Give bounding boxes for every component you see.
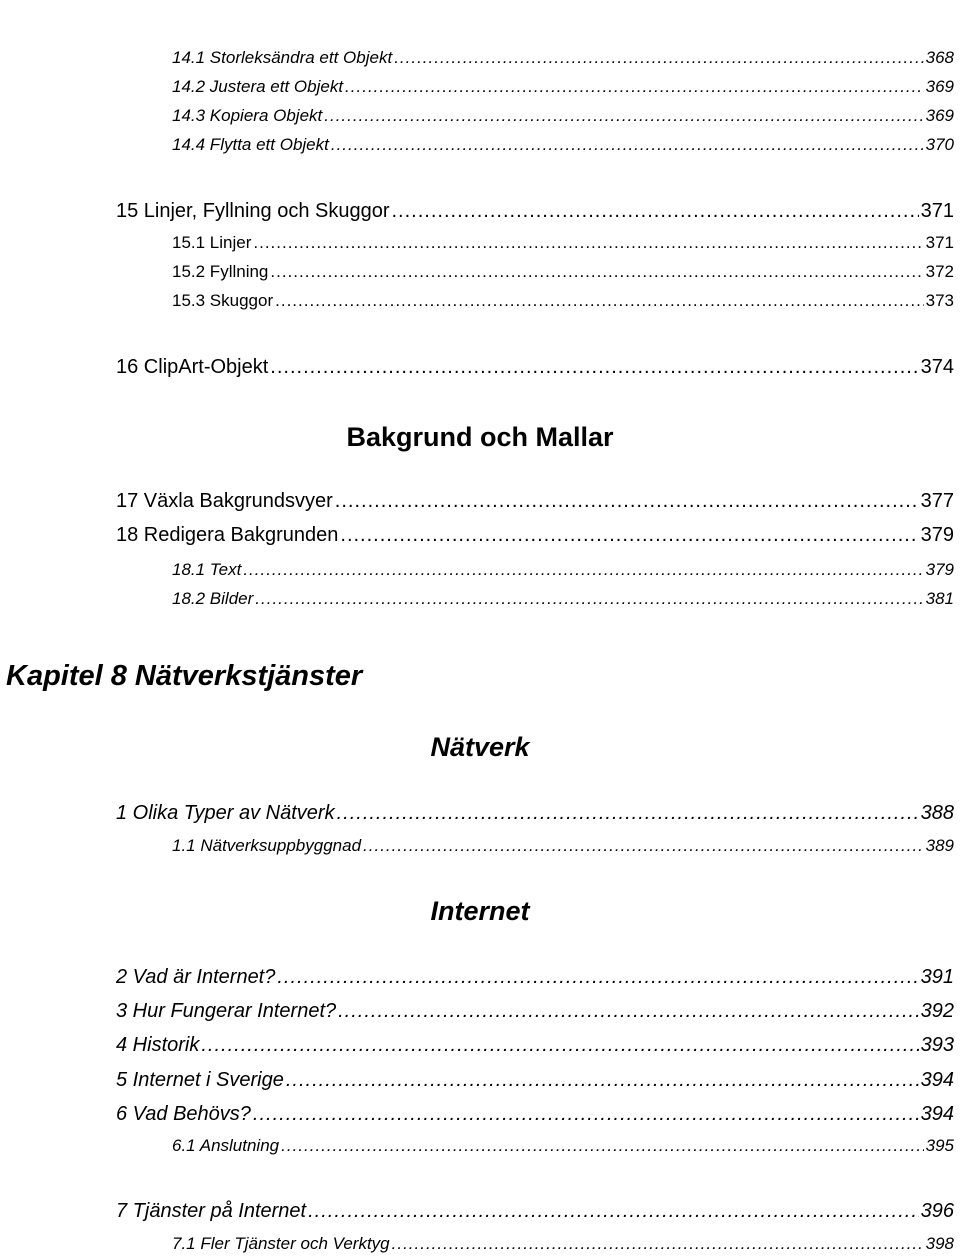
toc-entry-page: 395 bbox=[925, 1136, 954, 1155]
toc-leader bbox=[308, 1200, 919, 1223]
toc-entry[interactable] bbox=[116, 356, 954, 379]
toc-leader bbox=[281, 1136, 924, 1156]
toc-leader bbox=[392, 1234, 924, 1254]
toc-leader bbox=[392, 200, 919, 223]
toc-leader bbox=[337, 802, 919, 825]
toc-entry-page: 388 bbox=[920, 802, 954, 824]
toc-entry-title: 16 ClipArt-Objekt bbox=[116, 356, 269, 378]
toc-leader bbox=[243, 560, 923, 580]
toc-entry-page: 394 bbox=[920, 1103, 954, 1125]
toc-leader bbox=[338, 1000, 919, 1023]
toc-entry-title: 7 Tjänster på Internet bbox=[116, 1200, 307, 1222]
toc-entry[interactable] bbox=[116, 490, 954, 513]
toc-leader bbox=[277, 966, 918, 989]
toc-entry-title: 4 Historik bbox=[116, 1034, 200, 1056]
toc-entry-title: 15.3 Skuggor bbox=[172, 291, 274, 310]
toc-entry-page: 394 bbox=[920, 1069, 954, 1091]
section-heading: Nätverk bbox=[430, 732, 530, 762]
toc-entry-page: 381 bbox=[925, 589, 954, 608]
toc-entry-title: 2 Vad är Internet? bbox=[116, 966, 276, 988]
toc-entry[interactable] bbox=[172, 1136, 954, 1156]
toc-leader bbox=[394, 48, 923, 68]
toc-entry-page: 379 bbox=[920, 524, 954, 546]
toc-entry-page: 371 bbox=[925, 233, 954, 252]
toc-entry-page: 393 bbox=[920, 1034, 954, 1056]
toc-entry-title: 15 Linjer, Fyllning och Skuggor bbox=[116, 200, 390, 222]
toc-entry[interactable] bbox=[116, 200, 954, 223]
toc-leader bbox=[270, 262, 923, 282]
toc-leader bbox=[253, 233, 923, 253]
chapter-heading: Kapitel 8 Nätverkstjänster bbox=[6, 660, 363, 692]
toc-entry-title: 14.4 Flytta ett Objekt bbox=[172, 135, 329, 154]
toc-leader bbox=[363, 836, 924, 856]
toc-entry[interactable] bbox=[116, 1200, 954, 1223]
toc-entry[interactable] bbox=[172, 589, 954, 609]
toc-entry[interactable] bbox=[172, 135, 954, 155]
toc-entry-title: 18.2 Bilder bbox=[172, 589, 254, 608]
toc-entry-title: 1 Olika Typer av Nätverk bbox=[116, 802, 335, 824]
toc-entry-page: 372 bbox=[925, 262, 954, 281]
toc-entry[interactable] bbox=[172, 1234, 954, 1254]
toc-entry-title: 6.1 Anslutning bbox=[172, 1136, 280, 1155]
toc-entry[interactable] bbox=[116, 1000, 954, 1023]
toc-entry[interactable] bbox=[172, 106, 954, 126]
toc-leader bbox=[253, 1103, 919, 1126]
toc-entry[interactable] bbox=[116, 1069, 954, 1092]
toc-leader bbox=[335, 490, 919, 513]
toc-entry-title: 15.1 Linjer bbox=[172, 233, 252, 252]
toc-leader bbox=[345, 77, 924, 97]
toc-entry[interactable] bbox=[116, 966, 954, 989]
toc-entry-title: 14.1 Storleksändra ett Objekt bbox=[172, 48, 393, 67]
toc-entry[interactable] bbox=[172, 291, 954, 311]
toc-leader bbox=[255, 589, 923, 609]
toc-entry-title: 18 Redigera Bakgrunden bbox=[116, 524, 339, 546]
toc-entry-title: 14.2 Justera ett Objekt bbox=[172, 77, 344, 96]
toc-entry[interactable] bbox=[116, 524, 954, 547]
toc-leader bbox=[275, 291, 923, 311]
toc-entry-title: 17 Växla Bakgrundsvyer bbox=[116, 490, 333, 512]
toc-entry-title: 7.1 Fler Tjänster och Verktyg bbox=[172, 1234, 390, 1253]
toc-leader bbox=[324, 106, 923, 126]
toc-entry-page: 391 bbox=[920, 966, 954, 988]
toc-entry-page: 396 bbox=[920, 1200, 954, 1222]
toc-entry[interactable] bbox=[172, 262, 954, 282]
toc-leader bbox=[331, 135, 924, 155]
toc-entry-page: 377 bbox=[920, 490, 954, 512]
toc-entry-title: 3 Hur Fungerar Internet? bbox=[116, 1000, 337, 1022]
toc-entry-page: 368 bbox=[925, 48, 954, 67]
toc-entry[interactable] bbox=[172, 560, 954, 580]
toc-entry-page: 389 bbox=[925, 836, 954, 855]
section-heading: Internet bbox=[430, 896, 530, 926]
toc-entry-title: 1.1 Nätverksuppbyggnad bbox=[172, 836, 362, 855]
toc-entry-title: 15.2 Fyllning bbox=[172, 262, 269, 281]
toc-entry[interactable] bbox=[172, 836, 954, 856]
toc-entry-page: 370 bbox=[925, 135, 954, 154]
toc-entry-page: 369 bbox=[925, 77, 954, 96]
toc-entry-page: 379 bbox=[925, 560, 954, 579]
toc-entry[interactable] bbox=[116, 802, 954, 825]
toc-leader bbox=[270, 356, 918, 379]
toc-entry-page: 392 bbox=[920, 1000, 954, 1022]
toc-entry[interactable] bbox=[116, 1103, 954, 1126]
toc-entry-page: 369 bbox=[925, 106, 954, 125]
toc-entry-title: 14.3 Kopiera Objekt bbox=[172, 106, 323, 125]
toc-entry[interactable] bbox=[172, 77, 954, 97]
toc-entry-title: 6 Vad Behövs? bbox=[116, 1103, 251, 1125]
toc-entry[interactable] bbox=[116, 1034, 954, 1057]
toc-entry-title: 5 Internet i Sverige bbox=[116, 1069, 284, 1091]
toc-leader bbox=[286, 1069, 919, 1092]
toc-entry-title: 18.1 Text bbox=[172, 560, 242, 579]
section-heading: Bakgrund och Mallar bbox=[346, 422, 614, 452]
toc-leader bbox=[201, 1034, 918, 1057]
toc-entry[interactable] bbox=[172, 233, 954, 253]
toc-entry[interactable] bbox=[172, 48, 954, 68]
toc-entry-page: 374 bbox=[920, 356, 954, 378]
toc-entry-page: 373 bbox=[925, 291, 954, 310]
toc-leader bbox=[340, 524, 918, 547]
toc-entry-page: 398 bbox=[925, 1234, 954, 1253]
toc-entry-page: 371 bbox=[920, 200, 954, 222]
